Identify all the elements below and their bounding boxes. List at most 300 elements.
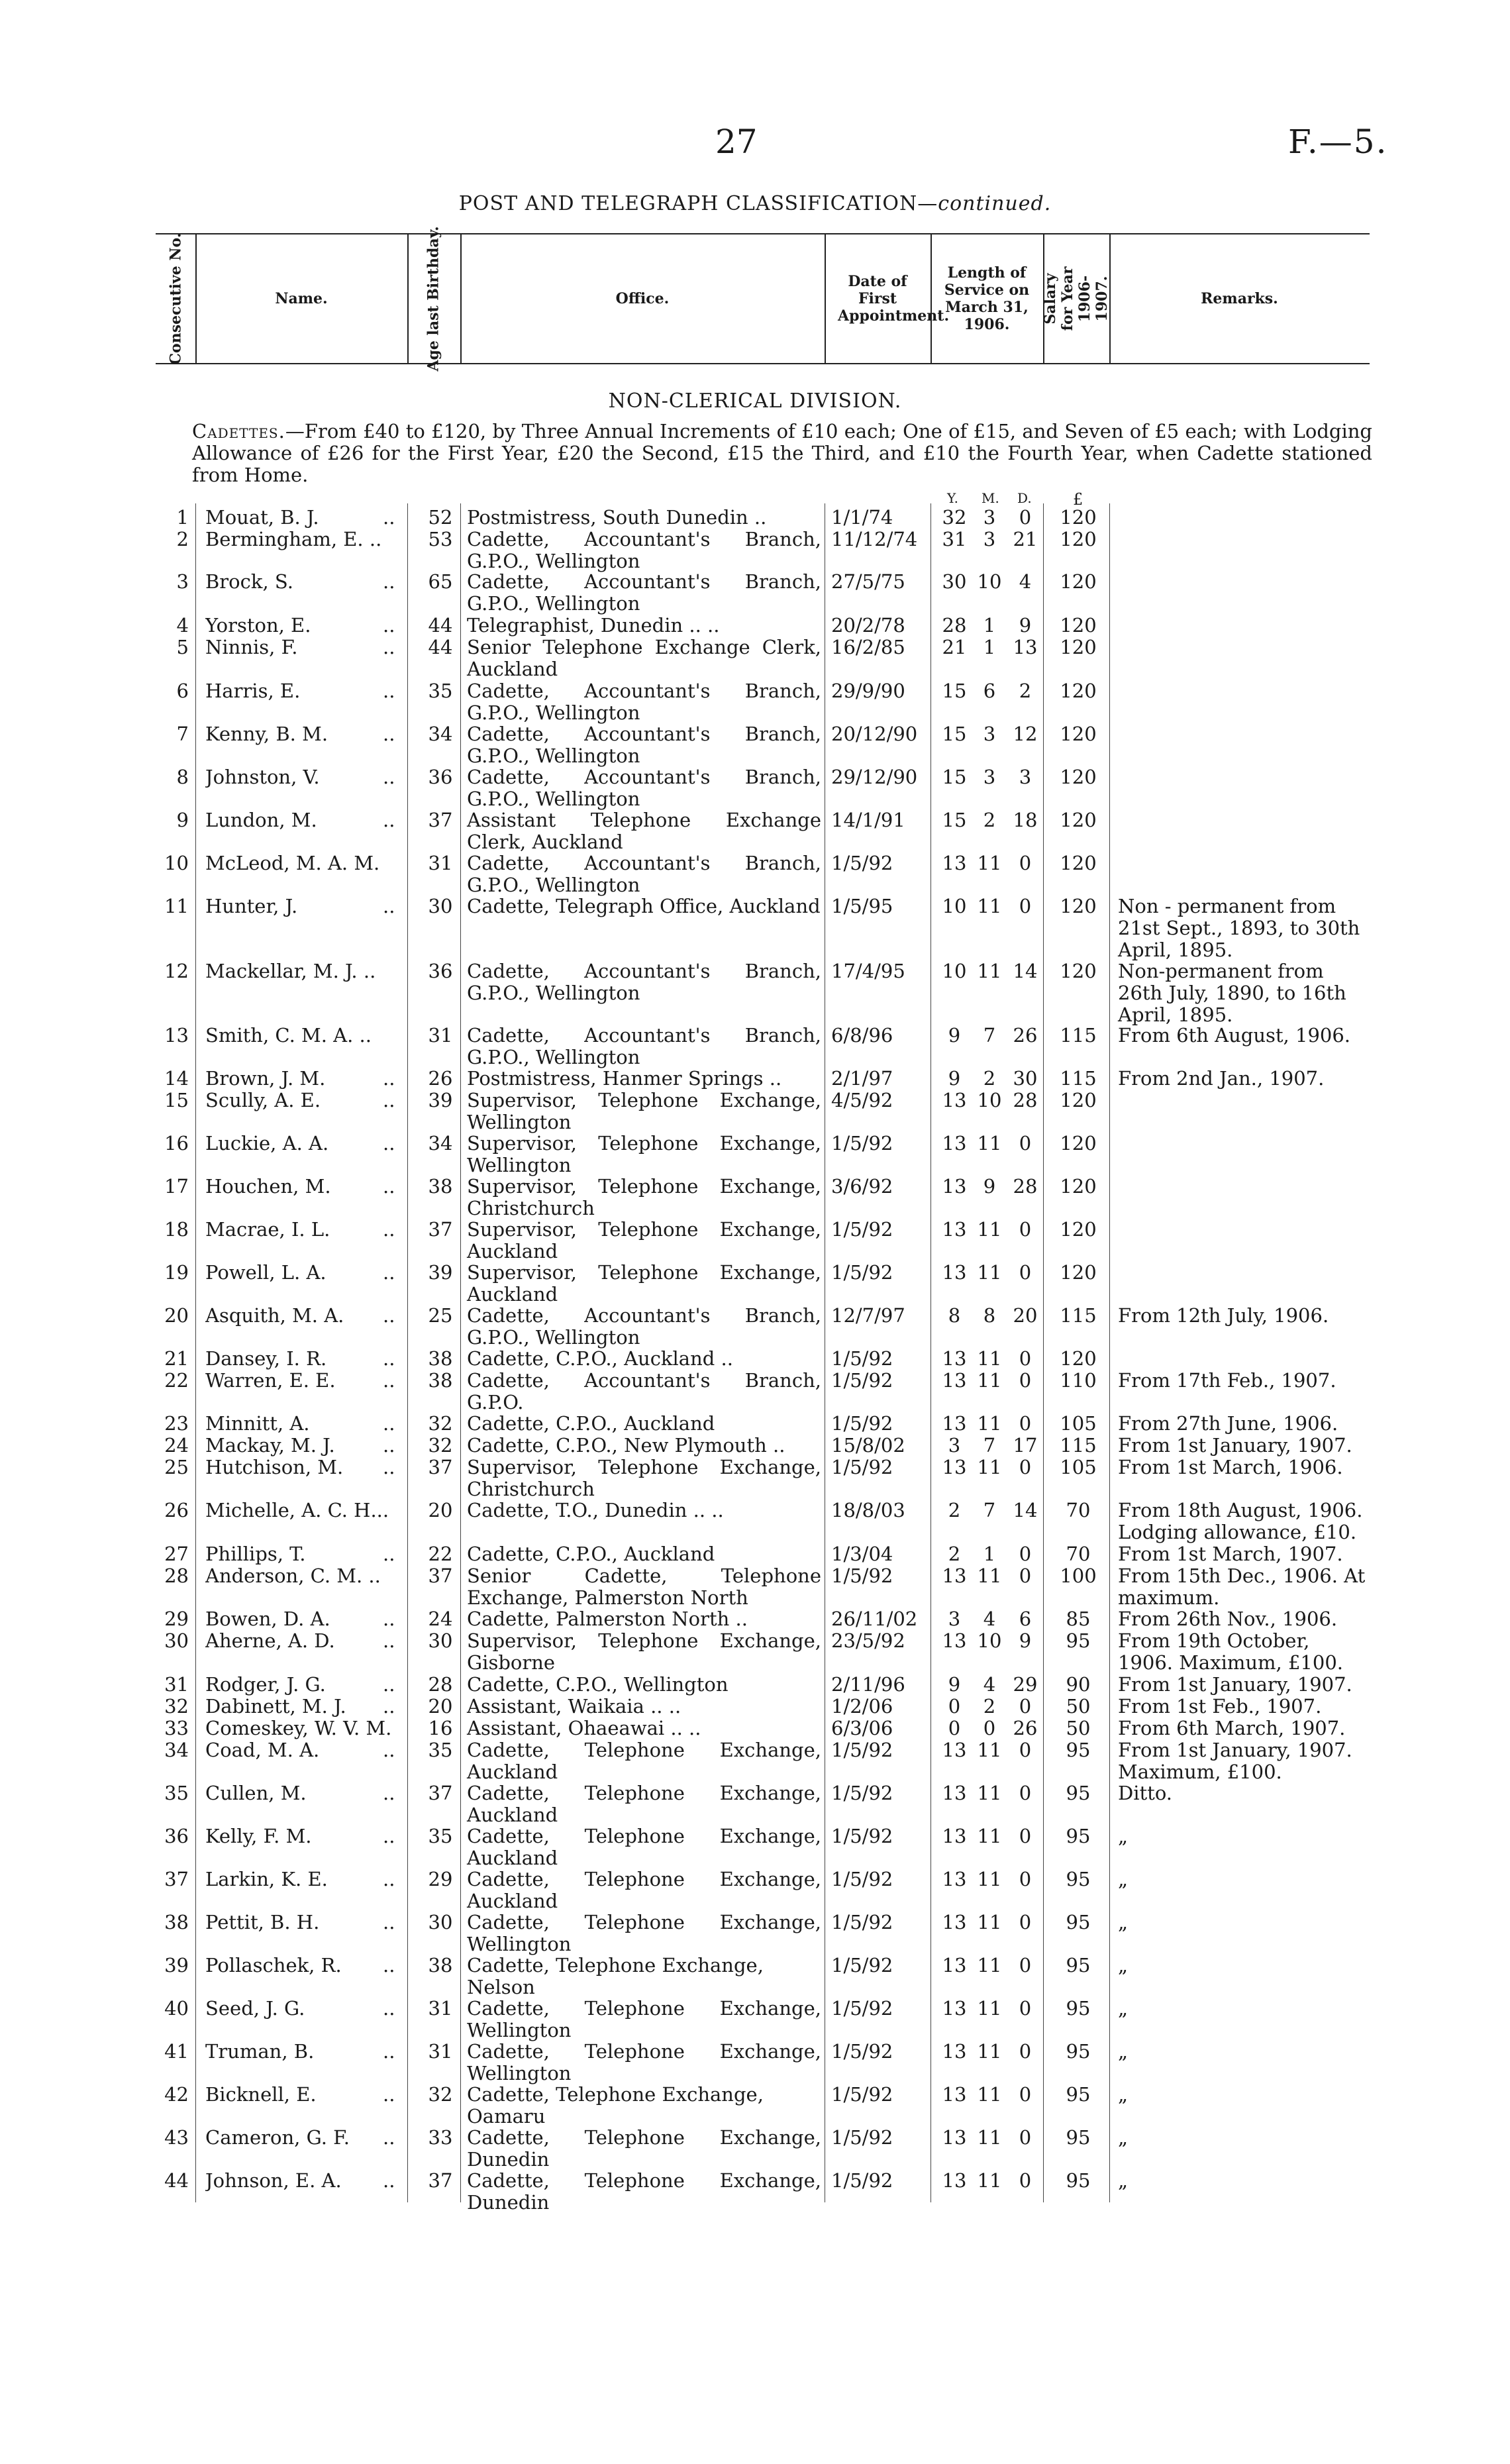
row-number: 22 <box>164 1369 189 1392</box>
remarks: From 1st March, 1906. <box>1118 1456 1343 1478</box>
service-days: 0 <box>1019 1369 1032 1392</box>
leader-dots: .. <box>383 1543 395 1565</box>
division-title: NON-CLERICAL DIVISION. <box>608 389 902 413</box>
staff-name: Lundon, M. .. <box>205 809 395 831</box>
salary: 50 <box>1066 1717 1091 1739</box>
service-months: 11 <box>977 1997 1002 2020</box>
leader-dots: .. <box>383 1068 395 1090</box>
remarks: From 17th Feb., 1907. <box>1118 1369 1336 1392</box>
remarks: „ <box>1118 1911 1129 1933</box>
staff-age: 37 <box>428 809 453 831</box>
leader-dots: .. <box>383 2084 395 2106</box>
service-years: 13 <box>942 1261 967 1284</box>
appointment-date: 1/5/92 <box>831 1868 893 1890</box>
unit-years: Y. <box>947 490 958 506</box>
row-number: 11 <box>164 895 189 917</box>
salary: 100 <box>1060 1565 1097 1587</box>
service-days: 28 <box>1013 1175 1038 1198</box>
service-months: 11 <box>977 1739 1002 1761</box>
salary: 120 <box>1060 766 1097 788</box>
appointment-date: 1/5/92 <box>831 2083 893 2106</box>
staff-name: Larkin, K. E. .. <box>205 1869 395 1890</box>
staff-name: Pettit, B. H. .. <box>205 1912 395 1933</box>
staff-name: Houchen, M. .. <box>205 1176 395 1198</box>
row-number: 27 <box>164 1543 189 1565</box>
service-years: 13 <box>942 1868 967 1890</box>
remarks: „ <box>1118 2083 1129 2106</box>
salary: 95 <box>1066 1954 1091 1976</box>
staff-office: Postmistress, South Dunedin .. <box>467 506 767 529</box>
salary: 70 <box>1066 1543 1091 1565</box>
service-years: 13 <box>942 2169 967 2192</box>
staff-office: Cadette, C.P.O., Wellington <box>467 1673 729 1696</box>
staff-name: Dabinett, M. J. .. <box>205 1696 395 1718</box>
staff-age: 37 <box>428 1565 453 1587</box>
appointment-date: 1/5/92 <box>831 2040 893 2063</box>
staff-office: Cadette, C.P.O., New Plymouth .. <box>467 1434 785 1457</box>
salary: 95 <box>1066 1782 1091 1804</box>
remarks: From 15th Dec., 1906. At maximum. <box>1118 1565 1366 1609</box>
appointment-date: 6/3/06 <box>831 1717 893 1739</box>
appointment-date: 29/9/90 <box>831 680 905 702</box>
appointment-date: 1/5/92 <box>831 2126 893 2149</box>
appointment-date: 2/1/97 <box>831 1067 893 1090</box>
salary: 105 <box>1060 1412 1097 1435</box>
appointment-date: 17/4/95 <box>831 960 905 982</box>
service-years: 13 <box>942 1954 967 1976</box>
service-months: 0 <box>983 1717 996 1739</box>
service-days: 12 <box>1013 723 1038 745</box>
row-number: 3 <box>176 570 189 593</box>
staff-name: Harris, E. .. <box>205 680 395 702</box>
staff-age: 38 <box>428 1369 453 1392</box>
leader-dots: .. <box>383 571 395 593</box>
staff-name: Johnston, V. .. <box>205 766 395 788</box>
title-suffix: continued. <box>938 192 1052 215</box>
staff-name: Bowen, D. A. .. <box>205 1608 395 1630</box>
salary: 115 <box>1060 1067 1097 1090</box>
leader-dots: .. <box>383 507 395 529</box>
staff-age: 31 <box>428 2040 453 2063</box>
staff-name: Dansey, I. R. .. <box>205 1348 395 1370</box>
service-months: 11 <box>977 1825 1002 1847</box>
staff-office: Supervisor, Telephone Exchange, Auckland <box>467 1218 821 1262</box>
remarks: From 6th March, 1907. <box>1118 1717 1346 1739</box>
service-days: 29 <box>1013 1673 1038 1696</box>
row-number: 41 <box>164 2040 189 2063</box>
salary: 120 <box>1060 1261 1097 1284</box>
leader-dots: .. <box>383 723 395 745</box>
service-days: 0 <box>1019 1868 1032 1890</box>
service-days: 3 <box>1019 766 1032 788</box>
remarks: Ditto. <box>1118 1782 1173 1804</box>
row-number: 33 <box>164 1717 189 1739</box>
service-years: 13 <box>942 1739 967 1761</box>
staff-age: 25 <box>428 1304 453 1327</box>
service-months: 11 <box>977 1954 1002 1976</box>
staff-age: 29 <box>428 1868 453 1890</box>
remarks: From 18th August, 1906. Lodging allowance, £10. <box>1118 1499 1363 1543</box>
staff-office: Cadette, Telephone Exchange, Nelson <box>467 1954 764 1998</box>
staff-age: 34 <box>428 723 453 745</box>
service-months: 11 <box>977 1347 1002 1370</box>
leader-dots: .. <box>383 1413 395 1435</box>
remarks: From 1st January, 1907. <box>1118 1434 1352 1457</box>
remarks: „ <box>1118 1997 1129 2020</box>
page-number: 27 <box>715 123 758 161</box>
staff-age: 30 <box>428 1629 453 1652</box>
staff-office: Cadette, Accountant's Branch, G.P.O., Wellington <box>467 723 821 767</box>
leader-dots: .. <box>383 1955 395 1976</box>
appointment-date: 1/5/95 <box>831 895 893 917</box>
staff-office: Cadette, Telephone Exchange, Oamaru <box>467 2083 764 2128</box>
staff-office: Cadette, Telephone Exchange, Wellington <box>467 2040 821 2084</box>
leader-dots: .. <box>383 2041 395 2063</box>
staff-office: Cadette, Telephone Exchange, Dunedin <box>467 2126 821 2171</box>
row-number: 28 <box>164 1565 189 1587</box>
staff-name: Kenny, B. M. .. <box>205 723 395 745</box>
column-header-office: Office. <box>615 290 670 307</box>
salary: 120 <box>1060 570 1097 593</box>
remarks: From 27th June, 1906. <box>1118 1412 1338 1435</box>
appointment-date: 1/2/06 <box>831 1695 893 1718</box>
remarks: Non-permanent from 26th July, 1890, to 16th April, 1895. <box>1118 960 1346 1026</box>
service-months: 11 <box>977 1369 1002 1392</box>
staff-office: Cadette, Accountant's Branch, G.P.O. <box>467 1369 821 1413</box>
staff-name: Pollaschek, R. .. <box>205 1955 395 1976</box>
row-number: 37 <box>164 1868 189 1890</box>
service-days: 2 <box>1019 680 1032 702</box>
service-days: 17 <box>1013 1434 1038 1457</box>
staff-age: 26 <box>428 1067 453 1090</box>
service-days: 9 <box>1019 614 1032 637</box>
leader-dots: .. <box>383 1869 395 1890</box>
leader-dots: .. <box>383 809 395 831</box>
service-days: 0 <box>1019 2083 1032 2106</box>
staff-office: Cadette, Accountant's Branch, G.P.O., Wellington <box>467 1024 821 1068</box>
salary: 120 <box>1060 680 1097 702</box>
service-years: 9 <box>948 1067 961 1090</box>
staff-name: Rodger, J. G. .. <box>205 1674 395 1696</box>
staff-name: Macrae, I. L. .. <box>205 1219 395 1241</box>
salary: 120 <box>1060 723 1097 745</box>
staff-age: 31 <box>428 1997 453 2020</box>
row-number: 12 <box>164 960 189 982</box>
service-days: 0 <box>1019 2040 1032 2063</box>
appointment-date: 16/2/85 <box>831 636 905 658</box>
service-days: 0 <box>1019 1911 1032 1933</box>
service-months: 2 <box>983 1695 996 1718</box>
service-months: 4 <box>983 1673 996 1696</box>
leader-dots: .. <box>383 1305 395 1327</box>
appointment-date: 1/5/92 <box>831 1954 893 1976</box>
service-months: 11 <box>977 1218 1002 1241</box>
column-header-date: Date of First Appointment. <box>838 273 950 325</box>
service-years: 13 <box>942 1629 967 1652</box>
leader-dots: .. <box>383 615 395 637</box>
salary: 95 <box>1066 1997 1091 2020</box>
remarks: From 1st March, 1907. <box>1118 1543 1343 1565</box>
row-number: 30 <box>164 1629 189 1652</box>
service-months: 11 <box>977 1868 1002 1890</box>
column-rule <box>1043 503 1044 2202</box>
staff-age: 39 <box>428 1089 453 1111</box>
staff-name: Seed, J. G. .. <box>205 1998 395 2020</box>
service-months: 4 <box>983 1608 996 1630</box>
staff-age: 32 <box>428 2083 453 2106</box>
service-days: 4 <box>1019 570 1032 593</box>
row-number: 39 <box>164 1954 189 1976</box>
appointment-date: 11/12/74 <box>831 528 918 550</box>
salary: 85 <box>1066 1608 1091 1630</box>
service-months: 2 <box>983 1067 996 1090</box>
staff-age: 20 <box>428 1499 453 1521</box>
staff-name: Cullen, M. .. <box>205 1782 395 1804</box>
staff-office: Telegraphist, Dunedin .. .. <box>467 614 720 637</box>
staff-age: 32 <box>428 1412 453 1435</box>
unit-pound: £ <box>1073 490 1083 509</box>
service-months: 11 <box>977 2169 1002 2192</box>
service-years: 13 <box>942 1347 967 1370</box>
service-years: 32 <box>942 506 967 529</box>
salary: 120 <box>1060 1347 1097 1370</box>
staff-name: Brock, S. .. <box>205 571 395 593</box>
staff-name: Brown, J. M. .. <box>205 1068 395 1090</box>
staff-age: 37 <box>428 1218 453 1241</box>
staff-office: Cadette, Telephone Exchange, Wellington <box>467 1911 821 1955</box>
service-days: 0 <box>1019 1456 1032 1478</box>
staff-office: Supervisor, Telephone Exchange, Auckland <box>467 1261 821 1306</box>
staff-age: 39 <box>428 1261 453 1284</box>
service-years: 13 <box>942 1175 967 1198</box>
salary: 95 <box>1066 1868 1091 1890</box>
remarks: „ <box>1118 1954 1129 1976</box>
row-number: 35 <box>164 1782 189 1804</box>
staff-age: 31 <box>428 852 453 874</box>
service-years: 13 <box>942 1132 967 1155</box>
staff-name: Smith, C. M. A. .. <box>205 1025 372 1047</box>
staff-age: 36 <box>428 766 453 788</box>
staff-age: 31 <box>428 1024 453 1047</box>
staff-name: Ninnis, F. .. <box>205 637 395 658</box>
service-months: 10 <box>977 1629 1002 1652</box>
remarks: From 1st January, 1907. <box>1118 1673 1352 1696</box>
staff-name: Kelly, F. M. .. <box>205 1825 395 1847</box>
row-number: 44 <box>164 2169 189 2192</box>
salary: 50 <box>1066 1695 1091 1718</box>
salary: 120 <box>1060 636 1097 658</box>
salary: 110 <box>1060 1369 1097 1392</box>
appointment-date: 1/5/92 <box>831 1782 893 1804</box>
staff-age: 24 <box>428 1608 453 1630</box>
service-months: 11 <box>977 895 1002 917</box>
leader-dots: .. <box>383 2127 395 2149</box>
cadettes-note <box>192 421 1372 486</box>
row-number: 9 <box>176 809 189 831</box>
staff-name: Mackellar, M. J. .. <box>205 960 376 982</box>
staff-age: 36 <box>428 960 453 982</box>
staff-age: 28 <box>428 1673 453 1696</box>
salary: 120 <box>1060 1218 1097 1241</box>
appointment-date: 1/5/92 <box>831 1218 893 1241</box>
service-years: 13 <box>942 1825 967 1847</box>
service-months: 11 <box>977 1782 1002 1804</box>
service-days: 0 <box>1019 1543 1032 1565</box>
staff-age: 34 <box>428 1132 453 1155</box>
appointment-date: 26/11/02 <box>831 1608 918 1630</box>
appointment-date: 1/5/92 <box>831 1825 893 1847</box>
service-days: 0 <box>1019 1218 1032 1241</box>
leader-dots: .. <box>383 766 395 788</box>
service-years: 13 <box>942 1089 967 1111</box>
service-days: 20 <box>1013 1304 1038 1327</box>
service-years: 13 <box>942 1911 967 1933</box>
remarks: From 1st January, 1907. Maximum, £100. <box>1118 1739 1352 1783</box>
appointment-date: 18/8/03 <box>831 1499 905 1521</box>
row-number: 15 <box>164 1089 189 1111</box>
salary: 120 <box>1060 809 1097 831</box>
staff-name: Hutchison, M. .. <box>205 1457 395 1478</box>
appointment-date: 1/5/92 <box>831 1911 893 1933</box>
staff-name: Comeskey, W. V. M. <box>205 1718 392 1739</box>
staff-office: Assistant, Waikaia .. .. <box>467 1695 681 1718</box>
service-months: 11 <box>977 1261 1002 1284</box>
leader-dots: .. <box>383 637 395 658</box>
service-months: 6 <box>983 680 996 702</box>
appointment-date: 1/5/92 <box>831 1132 893 1155</box>
row-number: 2 <box>176 528 189 550</box>
staff-office: Cadette, Accountant's Branch, G.P.O., Wellington <box>467 1304 821 1349</box>
salary: 95 <box>1066 2169 1091 2192</box>
cadettes-note-text: —From £40 to £120, by Three Annual Increments of £10 each; One of £15, and Seven of £5 each; with Lodging Allowance of £26 for the First Year, £20 the Second, £15 the Third, and £10 the Fourth Year, when Cadette stationed from Home. <box>192 420 1372 486</box>
service-months: 10 <box>977 1089 1002 1111</box>
leader-dots: .. <box>383 1825 395 1847</box>
leader-dots: .. <box>383 1998 395 2020</box>
staff-name: Scully, A. E. .. <box>205 1090 395 1111</box>
title-main: POST AND TELEGRAPH CLASSIFICATION— <box>458 192 938 215</box>
leader-dots: .. <box>383 1674 395 1696</box>
appointment-date: 27/5/75 <box>831 570 905 593</box>
salary: 120 <box>1060 1089 1097 1111</box>
leader-dots: .. <box>383 1912 395 1933</box>
header-bottom-rule <box>156 363 1370 364</box>
appointment-date: 1/5/92 <box>831 852 893 874</box>
service-months: 11 <box>977 1565 1002 1587</box>
row-number: 42 <box>164 2083 189 2106</box>
salary: 95 <box>1066 1911 1091 1933</box>
row-number: 26 <box>164 1499 189 1521</box>
remarks: From 2nd Jan., 1907. <box>1118 1067 1325 1090</box>
service-months: 11 <box>977 2126 1002 2149</box>
staff-name: Yorston, E. .. <box>205 615 395 637</box>
service-months: 7 <box>983 1499 996 1521</box>
service-years: 9 <box>948 1024 961 1047</box>
service-days: 0 <box>1019 1695 1032 1718</box>
staff-office: Cadette, C.P.O., Auckland <box>467 1543 715 1565</box>
service-months: 10 <box>977 570 1002 593</box>
service-years: 0 <box>948 1717 961 1739</box>
staff-name: Cameron, G. F. .. <box>205 2127 395 2149</box>
column-header-salary: Salary for Year 1906-1907. <box>1042 266 1111 331</box>
salary: 120 <box>1060 1132 1097 1155</box>
appointment-date: 29/12/90 <box>831 766 918 788</box>
staff-office: Supervisor, Telephone Exchange, Wellington <box>467 1089 821 1133</box>
staff-age: 37 <box>428 1782 453 1804</box>
salary: 115 <box>1060 1024 1097 1047</box>
staff-office: Senior Telephone Exchange Clerk, Auckland <box>467 636 821 680</box>
row-number: 17 <box>164 1175 189 1198</box>
service-months: 7 <box>983 1024 996 1047</box>
service-days: 0 <box>1019 1782 1032 1804</box>
column-rule <box>460 503 461 2202</box>
service-years: 13 <box>942 1369 967 1392</box>
salary: 95 <box>1066 1739 1091 1761</box>
service-months: 11 <box>977 2083 1002 2106</box>
staff-office: Cadette, Telephone Exchange, Auckland <box>467 1868 821 1912</box>
remarks: From 26th Nov., 1906. <box>1118 1608 1338 1630</box>
staff-office: Cadette, Telephone Exchange, Dunedin <box>467 2169 821 2214</box>
staff-office: Cadette, Telephone Exchange, Wellington <box>467 1997 821 2041</box>
salary: 120 <box>1060 960 1097 982</box>
appointment-date: 4/5/92 <box>831 1089 893 1111</box>
staff-office: Assistant, Ohaeawai .. .. <box>467 1717 701 1739</box>
staff-name: Michelle, A. C. H... <box>205 1500 389 1521</box>
service-days: 0 <box>1019 1954 1032 1976</box>
service-months: 3 <box>983 766 996 788</box>
appointment-date: 20/2/78 <box>831 614 905 637</box>
service-months: 3 <box>983 723 996 745</box>
service-years: 13 <box>942 1565 967 1587</box>
service-years: 15 <box>942 809 967 831</box>
appointment-date: 1/3/04 <box>831 1543 893 1565</box>
service-days: 26 <box>1013 1024 1038 1047</box>
leader-dots: .. <box>383 1219 395 1241</box>
appointment-date: 1/5/92 <box>831 1456 893 1478</box>
service-days: 0 <box>1019 895 1032 917</box>
service-days: 30 <box>1013 1067 1038 1090</box>
appointment-date: 1/5/92 <box>831 2169 893 2192</box>
staff-age: 22 <box>428 1543 453 1565</box>
staff-age: 30 <box>428 895 453 917</box>
remarks: „ <box>1118 1825 1129 1847</box>
service-months: 3 <box>983 528 996 550</box>
appointment-date: 1/5/92 <box>831 1997 893 2020</box>
unit-days: D. <box>1017 490 1032 506</box>
salary: 120 <box>1060 895 1097 917</box>
service-days: 0 <box>1019 1565 1032 1587</box>
service-days: 0 <box>1019 2126 1032 2149</box>
staff-office: Cadette, Palmerston North .. <box>467 1608 748 1630</box>
leader-dots: .. <box>383 1090 395 1111</box>
staff-office: Supervisor, Telephone Exchange, Gisborne <box>467 1629 821 1674</box>
service-days: 0 <box>1019 1132 1032 1155</box>
row-number: 36 <box>164 1825 189 1847</box>
header-top-rule <box>156 233 1370 234</box>
staff-age: 35 <box>428 1739 453 1761</box>
staff-name: Anderson, C. M. .. <box>205 1565 381 1587</box>
service-years: 2 <box>948 1499 961 1521</box>
service-months: 11 <box>977 960 1002 982</box>
staff-office: Supervisor, Telephone Exchange, Christchurch <box>467 1175 821 1219</box>
service-years: 13 <box>942 852 967 874</box>
row-number: 38 <box>164 1911 189 1933</box>
service-days: 0 <box>1019 506 1032 529</box>
staff-age: 38 <box>428 1347 453 1370</box>
staff-office: Cadette, C.P.O., Auckland .. <box>467 1347 733 1370</box>
service-days: 0 <box>1019 852 1032 874</box>
service-days: 13 <box>1013 636 1038 658</box>
row-number: 6 <box>176 680 189 702</box>
